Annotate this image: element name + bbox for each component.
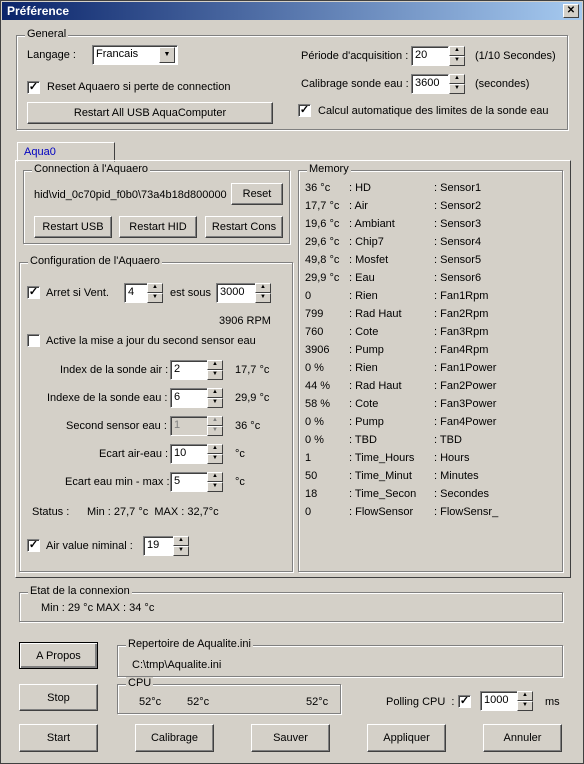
- memory-label: : Cote: [349, 398, 379, 410]
- memory-sensor: : Fan1Rpm: [434, 290, 489, 302]
- memory-label: : Pump: [349, 416, 384, 428]
- repertoire-group: [117, 638, 563, 677]
- memory-sensor: : Sensor3: [434, 218, 482, 230]
- a-propos-button[interactable]: A Propos: [19, 642, 98, 669]
- memory-sensor: : Fan4Rpm: [434, 344, 489, 356]
- periode-input[interactable]: 20: [411, 46, 449, 66]
- memory-sensor: : Fan3Power: [434, 398, 497, 410]
- stop-button[interactable]: Stop: [19, 684, 98, 711]
- index-air-input[interactable]: 2: [170, 360, 208, 380]
- start-button[interactable]: Start: [19, 724, 98, 752]
- connection-group-title: Connection à l'Aquaero: [34, 163, 149, 175]
- memory-value: 0: [305, 506, 312, 518]
- memory-sensor: : TBD: [434, 434, 462, 446]
- chevron-down-icon[interactable]: ▼: [159, 47, 175, 63]
- polling-unit: ms: [545, 696, 560, 708]
- calibrage-input[interactable]: 3600: [411, 74, 449, 94]
- periode-label: Période d'acquisition :: [301, 50, 409, 62]
- reset-aquaero-label: Reset Aquaero si perte de connection: [47, 81, 231, 93]
- close-button[interactable]: ✕: [563, 4, 579, 18]
- ecart-eau-input[interactable]: 5: [170, 472, 208, 492]
- arret-label: Arret si Vent.: [46, 287, 109, 299]
- langage-select[interactable]: Francais: [92, 45, 178, 65]
- memory-sensor: : Sensor4: [434, 236, 482, 248]
- memory-label: : HD: [349, 182, 371, 194]
- ecart-air-label: Ecart air-eau :: [99, 448, 169, 460]
- memory-value: 29,6 °c: [305, 236, 340, 248]
- memory-sensor: : Fan3Rpm: [434, 326, 489, 338]
- memory-label: : Rad Haut: [349, 308, 402, 320]
- memory-label: : Time_Hours: [349, 452, 415, 464]
- cpu-group-title: CPU: [128, 677, 152, 689]
- restart-hid-button[interactable]: Restart HID: [119, 216, 197, 238]
- memory-value: 0 %: [305, 362, 324, 374]
- polling-input[interactable]: 1000: [480, 691, 518, 711]
- cpu-value-1: 52°c: [139, 696, 162, 708]
- memory-sensor: : Fan4Power: [434, 416, 497, 428]
- calibrage-label: Calibrage sonde eau :: [301, 78, 409, 90]
- memory-label: : Ambiant: [349, 218, 395, 230]
- sauver-button[interactable]: Sauver: [251, 724, 330, 752]
- memory-row: [299, 290, 559, 308]
- calibrage-spinner[interactable]: ▲ ▼: [449, 74, 465, 94]
- ecart-eau-label: Ecart eau min - max :: [65, 476, 170, 488]
- restart-all-usb-button[interactable]: Restart All USB AquaComputer: [27, 102, 273, 124]
- memory-value: 760: [305, 326, 324, 338]
- memory-value: 58 %: [305, 398, 331, 410]
- memory-row: [299, 434, 559, 452]
- memory-value: 0: [305, 290, 312, 302]
- memory-row: [299, 236, 559, 254]
- memory-label: : Rien: [349, 290, 378, 302]
- memory-value: 0 %: [305, 416, 324, 428]
- memory-value: 799: [305, 308, 324, 320]
- second-eau-input: 1: [170, 416, 208, 436]
- memory-row: [299, 470, 559, 488]
- memory-value: 36 °c: [305, 182, 331, 194]
- general-group: [16, 28, 568, 130]
- cpu-group: [117, 677, 341, 714]
- ecart-eau-unit: °c: [235, 476, 245, 488]
- air-value-checkbox[interactable]: ✓: [28, 539, 39, 551]
- memory-sensor: : Fan2Power: [434, 380, 497, 392]
- ecart-eau-spinner[interactable]: ▲ ▼: [207, 472, 223, 492]
- memory-sensor: : Minutes: [434, 470, 479, 482]
- memory-sensor: : Sensor2: [434, 200, 482, 212]
- etat-value: Min : 29 °c MAX : 34 °c: [41, 602, 155, 614]
- memory-row: [299, 326, 559, 344]
- memory-row: [299, 272, 559, 290]
- cpu-value-2: 52°c: [187, 696, 210, 708]
- memory-label: : Mosfet: [349, 254, 389, 266]
- memory-value: 49,8 °c: [305, 254, 340, 266]
- restart-cons-button[interactable]: Restart Cons: [205, 216, 283, 238]
- device-path: hid\vid_0c70pid_f0b0\73a4b18d800000: [34, 189, 227, 201]
- index-air-temp: 17,7 °c: [235, 364, 270, 376]
- memory-label: : Eau: [349, 272, 375, 284]
- memory-value: 18: [305, 488, 318, 500]
- calcul-auto-label: Calcul automatique des limites de la sonde eau: [318, 105, 549, 117]
- memory-sensor: : Sensor5: [434, 254, 482, 266]
- est-sous-label: est sous: [170, 287, 211, 299]
- memory-group: [298, 163, 563, 572]
- memory-row: [299, 362, 559, 380]
- memory-sensor: : Fan2Rpm: [434, 308, 489, 320]
- second-sensor-label: Active la mise a jour du second sensor eau: [46, 335, 256, 347]
- index-air-spinner[interactable]: ▲ ▼: [207, 360, 223, 380]
- reset-button[interactable]: Reset: [231, 183, 283, 205]
- air-value-input[interactable]: 19: [143, 536, 174, 556]
- memory-sensor: : Hours: [434, 452, 470, 464]
- tab-aqua0[interactable]: Aqua0: [17, 142, 115, 162]
- memory-value: 17,7 °c: [305, 200, 340, 212]
- window-title: Préférence: [7, 4, 70, 18]
- memory-value: 50: [305, 470, 318, 482]
- memory-row: [299, 344, 559, 362]
- restart-usb-button[interactable]: Restart USB: [34, 216, 112, 238]
- memory-label: : Rad Haut: [349, 380, 402, 392]
- config-group: [19, 255, 293, 572]
- ecart-air-unit: °c: [235, 448, 245, 460]
- memory-row: [299, 398, 559, 416]
- memory-sensor: : FlowSensr_: [434, 506, 499, 518]
- etat-group-title: Etat de la connexion: [30, 585, 130, 597]
- rpm-readout: 3906 RPM: [219, 315, 271, 327]
- memory-group-title: Memory: [309, 163, 349, 175]
- periode-spinner[interactable]: ▲ ▼: [449, 46, 465, 66]
- index-eau-temp: 29,9 °c: [235, 392, 270, 404]
- memory-label: : Air: [349, 200, 368, 212]
- memory-row: [299, 416, 559, 434]
- memory-row: [299, 506, 559, 524]
- calibrage-button[interactable]: Calibrage: [135, 724, 214, 752]
- memory-row: [299, 218, 559, 236]
- memory-label: : Pump: [349, 344, 384, 356]
- annuler-button[interactable]: Annuler: [483, 724, 562, 752]
- repertoire-group-title: Repertoire de Aqualite.ini: [128, 638, 251, 650]
- memory-sensor: : Sensor1: [434, 182, 482, 194]
- est-sous-spinner[interactable]: ▲ ▼: [255, 283, 271, 303]
- memory-row: [299, 200, 559, 218]
- memory-label: : Cote: [349, 326, 379, 338]
- arret-input[interactable]: 4: [124, 283, 148, 303]
- status-value: Min : 27,7 °c MAX : 32,7°c: [87, 506, 219, 518]
- second-eau-temp: 36 °c: [235, 420, 261, 432]
- arret-spinner[interactable]: ▲ ▼: [147, 283, 163, 303]
- calcul-auto-checkbox[interactable]: ✓: [299, 104, 310, 116]
- memory-row: [299, 380, 559, 398]
- polling-checkbox[interactable]: ✓: [459, 695, 470, 707]
- calibrage-unit: (secondes): [475, 78, 530, 90]
- index-eau-input[interactable]: 6: [170, 388, 208, 408]
- memory-value: 29,9 °c: [305, 272, 340, 284]
- memory-row: [299, 488, 559, 506]
- index-eau-spinner[interactable]: ▲ ▼: [207, 388, 223, 408]
- arret-checkbox[interactable]: ✓: [28, 286, 39, 298]
- second-eau-spinner: ▲ ▼: [207, 416, 223, 436]
- memory-label: : Time_Secon: [349, 488, 417, 500]
- memory-label: : Rien: [349, 362, 378, 374]
- memory-value: 3906: [305, 344, 330, 356]
- repertoire-path: C:\tmp\Aqualite.ini: [132, 659, 222, 671]
- memory-sensor: : Secondes: [434, 488, 490, 500]
- memory-label: : TBD: [349, 434, 377, 446]
- air-value-spinner[interactable]: ▲ ▼: [173, 536, 189, 556]
- second-sensor-checkbox[interactable]: [27, 334, 40, 347]
- appliquer-button[interactable]: Appliquer: [367, 724, 446, 752]
- memory-value: 44 %: [305, 380, 331, 392]
- memory-label: : Time_Minut: [349, 470, 412, 482]
- connection-group: [23, 163, 290, 244]
- periode-unit: (1/10 Secondes): [475, 50, 556, 62]
- memory-label: : FlowSensor: [349, 506, 414, 518]
- memory-row: [299, 254, 559, 272]
- memory-label: : Chip7: [349, 236, 384, 248]
- memory-row: [299, 182, 559, 200]
- general-group-title: General: [27, 28, 67, 40]
- polling-spinner[interactable]: ▲ ▼: [517, 691, 533, 711]
- memory-value: 1: [305, 452, 312, 464]
- status-label: Status :: [32, 506, 70, 518]
- config-group-title: Configuration de l'Aquaero: [30, 255, 160, 267]
- langage-label: Langage :: [27, 49, 76, 61]
- ecart-air-input[interactable]: 10: [170, 444, 208, 464]
- air-value-label: Air value niminal :: [46, 540, 133, 552]
- cpu-value-3: 52°c: [306, 696, 329, 708]
- memory-row: [299, 452, 559, 470]
- memory-sensor: : Fan1Power: [434, 362, 497, 374]
- etat-group: [19, 585, 563, 622]
- index-eau-label: Indexe de la sonde eau :: [47, 392, 168, 404]
- est-sous-input[interactable]: 3000: [216, 283, 256, 303]
- memory-value: 19,6 °c: [305, 218, 340, 230]
- memory-value: 0 %: [305, 434, 324, 446]
- second-eau-label: Second sensor eau :: [66, 420, 167, 432]
- reset-aquaero-checkbox[interactable]: ✓: [28, 81, 39, 93]
- memory-sensor: : Sensor6: [434, 272, 482, 284]
- memory-row: [299, 308, 559, 326]
- polling-label: Polling CPU :: [386, 696, 455, 708]
- title-bar[interactable]: [2, 2, 582, 20]
- index-air-label: Index de la sonde air :: [60, 364, 169, 376]
- ecart-air-spinner[interactable]: ▲ ▼: [207, 444, 223, 464]
